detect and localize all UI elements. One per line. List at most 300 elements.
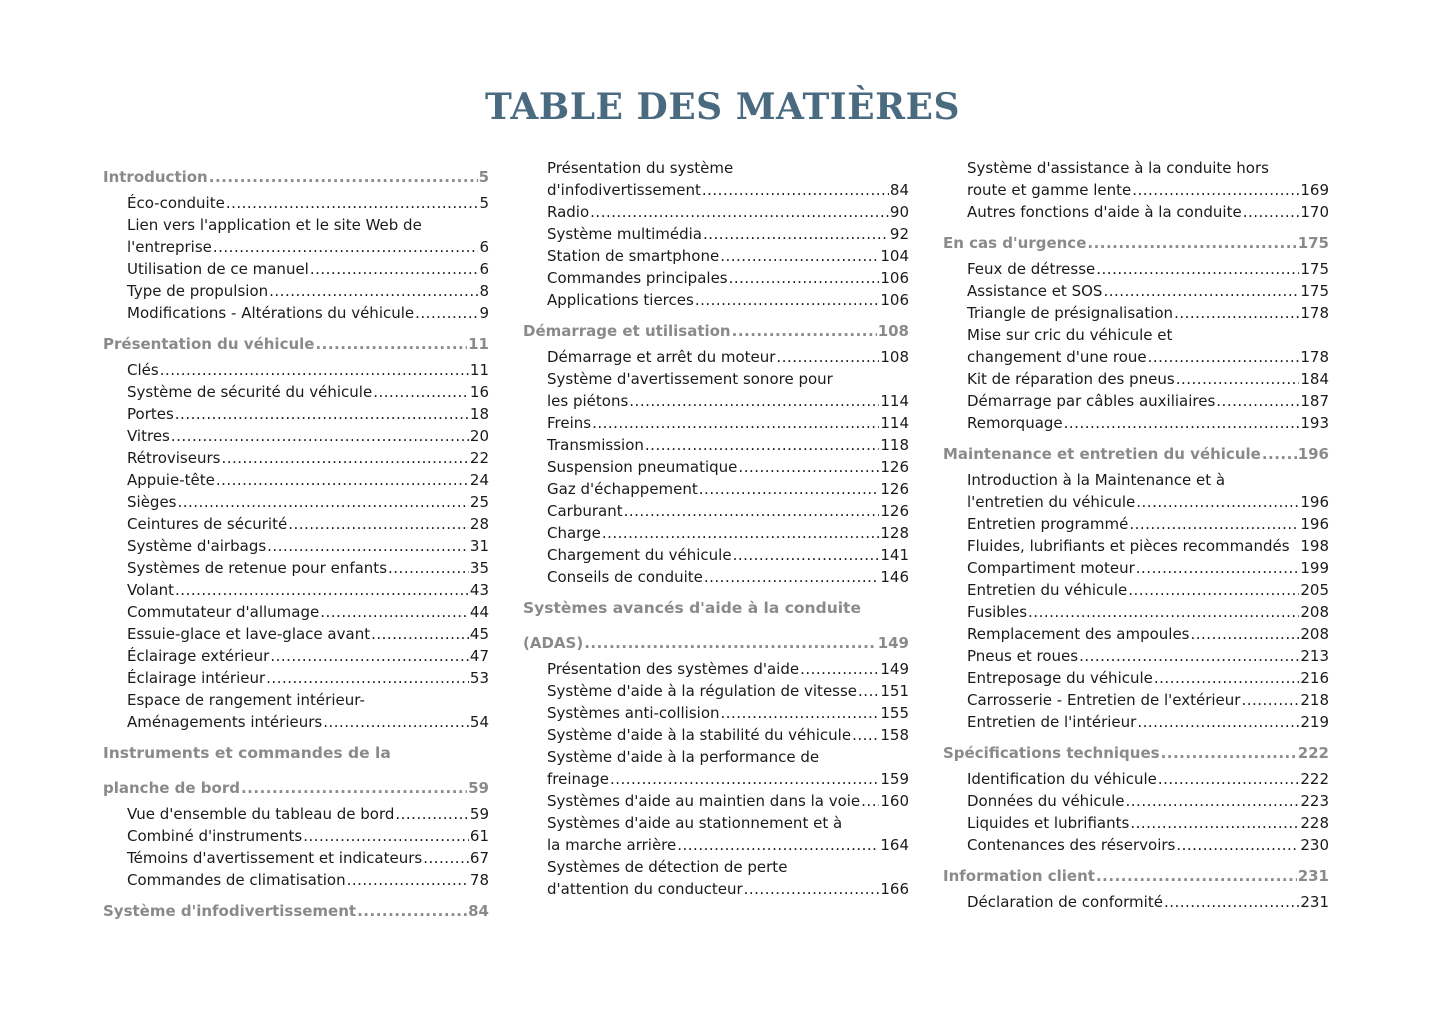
dot-leader	[699, 478, 880, 500]
toc-entry-systeme-d-aide-a-la-regulation-de-vitesse[interactable]	[523, 680, 909, 702]
toc-page-number: 126	[880, 502, 909, 520]
toc-entry-d-infodivertissement[interactable]	[523, 157, 909, 201]
toc-entry-row	[547, 834, 909, 856]
dot-leader	[175, 403, 469, 425]
dot-leader	[221, 447, 468, 469]
toc-entry-row	[127, 645, 489, 667]
dot-leader	[733, 544, 880, 566]
toc-entry-title: En cas d'urgence	[943, 234, 1087, 252]
toc-entry-row	[127, 425, 489, 447]
dot-leader	[702, 179, 889, 201]
toc-page-number: 175	[1300, 282, 1329, 300]
toc-entry-row	[127, 803, 489, 825]
toc-entry-suspension-pneumatique[interactable]	[523, 456, 909, 478]
toc-page-number: 128	[880, 524, 909, 542]
toc-page-number: 178	[1300, 348, 1329, 366]
toc-page-number: 35	[469, 559, 489, 577]
dot-leader	[347, 869, 469, 891]
page-title: TABLE DES MATIÈRES	[485, 86, 960, 128]
toc-entry-retroviseurs[interactable]	[103, 447, 489, 469]
toc-entry-title: Kit de réparation des pneus	[967, 370, 1175, 388]
toc-entry-demarrage-par-cables-auxiliaires[interactable]	[943, 390, 1329, 412]
toc-page-number: 141	[880, 546, 909, 564]
toc-entry-appuie-tete[interactable]	[103, 469, 489, 491]
toc-page-number: 6	[479, 260, 489, 278]
dot-leader	[415, 302, 478, 324]
toc-page-number: 84	[468, 902, 489, 920]
toc-page-number: 114	[880, 392, 909, 410]
toc-entry-la-marche-arriere[interactable]	[523, 812, 909, 856]
toc-entry-l-entreprise[interactable]	[103, 214, 489, 258]
toc-entry-demarrage-et-arret-du-moteur[interactable]	[523, 346, 909, 368]
dot-leader	[1132, 179, 1299, 201]
toc-entry-title: Triangle de présignalisation	[967, 304, 1174, 322]
toc-entry-chargement-du-vehicule[interactable]	[523, 544, 909, 566]
toc-entry-station-de-smartphone[interactable]	[523, 245, 909, 267]
toc-page-number: 196	[1300, 515, 1329, 533]
toc-page-number: 184	[1300, 370, 1329, 388]
toc-entry-title: Volant	[127, 581, 175, 599]
dot-leader	[677, 834, 879, 856]
toc-entry-row	[547, 566, 909, 588]
toc-page-number: 231	[1300, 893, 1329, 911]
toc-entry-title: Portes	[127, 405, 174, 423]
dot-leader	[216, 469, 469, 491]
toc-entry-title: Autres fonctions d'aide à la conduite	[967, 203, 1242, 221]
toc-entry-systeme-multimedia[interactable]	[523, 223, 909, 245]
toc-entry-title: Compartiment moteur	[967, 559, 1135, 577]
toc-page-number: 84	[889, 181, 909, 199]
toc-page-number: 78	[469, 871, 489, 889]
toc-section-specifications-techniques[interactable]	[943, 742, 1329, 764]
toc-entry-changement-d-une-roue[interactable]	[943, 324, 1329, 368]
toc-entry-triangle-de-presignalisation[interactable]	[943, 302, 1329, 324]
toc-entry-title: Pneus et roues	[967, 647, 1079, 665]
toc-entry-row	[967, 390, 1329, 412]
toc-entry-row	[127, 847, 489, 869]
toc-page-number: 126	[880, 480, 909, 498]
toc-entry-temoins-d-avertissement-et-indicateurs[interactable]	[103, 847, 489, 869]
toc-entry-title: Présentation des systèmes d'aide	[547, 660, 800, 678]
toc-entry-row	[943, 865, 1329, 887]
toc-entry-title: Systèmes anti-collision	[547, 704, 720, 722]
toc-entry-row	[547, 434, 909, 456]
toc-entry-commandes-principales[interactable]	[523, 267, 909, 289]
toc-entry-title: Radio	[547, 203, 590, 221]
toc-entry-title: Entretien de l'intérieur	[967, 713, 1137, 731]
toc-entry-row	[523, 320, 909, 342]
dot-leader	[357, 900, 467, 922]
toc-entry-assistance-et-sos[interactable]	[943, 280, 1329, 302]
dot-leader	[721, 702, 880, 724]
toc-page-number: 24	[469, 471, 489, 489]
toc-section-introduction[interactable]	[103, 166, 489, 188]
toc-entry-title: Appuie-tête	[127, 471, 215, 489]
toc-entry-autres-fonctions-d-aide-a-la-conduite[interactable]	[943, 201, 1329, 223]
toc-entry-row	[127, 258, 489, 280]
toc-entry-row	[967, 812, 1329, 834]
toc-entry-systeme-d-aide-a-la-stabilite-du-vehicule[interactable]	[523, 724, 909, 746]
toc-section-systeme-d-infodivertissement[interactable]	[103, 900, 489, 922]
toc-entry-sieges[interactable]	[103, 491, 489, 513]
dot-leader	[703, 223, 889, 245]
toc-column-left	[103, 157, 489, 926]
toc-entry-row	[547, 680, 909, 702]
toc-entry-row	[547, 522, 909, 544]
toc-entry-identification-du-vehicule[interactable]	[943, 768, 1329, 790]
toc-entry-title: Chargement du véhicule	[547, 546, 732, 564]
toc-entry-row	[103, 166, 489, 188]
toc-entry-title: Entreposage du véhicule	[967, 669, 1153, 687]
toc-entry-row	[547, 412, 909, 434]
dot-leader	[160, 359, 469, 381]
toc-entry-row	[967, 302, 1329, 324]
toc-entry-les-pietons[interactable]	[523, 368, 909, 412]
toc-entry-fluides-lubrifiants-et-pieces-recommandes[interactable]	[943, 535, 1329, 557]
toc-entry-row	[547, 724, 909, 746]
toc-entry-title: Fluides, lubrifiants et pièces recommandés	[967, 537, 1290, 555]
toc-entry-eclairage-interieur[interactable]	[103, 667, 489, 689]
toc-entry-vue-d-ensemble-du-tableau-de-bord[interactable]	[103, 803, 489, 825]
toc-section-demarrage-et-utilisation[interactable]	[523, 320, 909, 342]
toc-entry-title: Fusibles	[967, 603, 1028, 621]
toc-section-information-client[interactable]	[943, 865, 1329, 887]
toc-entry-carburant[interactable]	[523, 500, 909, 522]
toc-entry-title: Clés	[127, 361, 159, 379]
toc-entry-route-et-gamme-lente[interactable]	[943, 157, 1329, 201]
toc-entry-title: Système multimédia	[547, 225, 702, 243]
toc-entry-row	[127, 302, 489, 324]
toc-section-maintenance-et-entretien-du-vehicule[interactable]	[943, 443, 1329, 465]
dot-leader	[744, 878, 880, 900]
toc-page-number: 164	[880, 836, 909, 854]
toc-entry-title: Station de smartphone	[547, 247, 720, 265]
toc-entry-entretien-programme[interactable]	[943, 513, 1329, 535]
toc-entry-conseils-de-conduite[interactable]	[523, 566, 909, 588]
toc-page-number: 45	[469, 625, 489, 643]
dot-leader	[1129, 513, 1299, 535]
toc-entry-title: Applications tierces	[547, 291, 694, 309]
toc-page-number: 230	[1300, 836, 1329, 854]
toc-entry-line: Systèmes avancés d'aide à la conduite	[523, 599, 861, 617]
toc-entry-systemes-d-aide-au-maintien-dans-la-voie[interactable]	[523, 790, 909, 812]
toc-page-number: 104	[880, 247, 909, 265]
toc-entry-d-attention-du-conducteur[interactable]	[523, 856, 909, 900]
toc-entry-cles[interactable]	[103, 359, 489, 381]
dot-leader	[1191, 623, 1300, 645]
toc-entry-compartiment-moteur[interactable]	[943, 557, 1329, 579]
toc-entry-amenagements-interieurs[interactable]	[103, 689, 489, 733]
toc-page-number: 43	[469, 581, 489, 599]
toc-page-number: 193	[1300, 414, 1329, 432]
toc-entry-pneus-et-roues[interactable]	[943, 645, 1329, 667]
toc-entry-row	[127, 601, 489, 623]
toc-page-number: 9	[479, 304, 489, 322]
toc-entry-title: d'infodivertissement	[547, 181, 701, 199]
toc-entry-declaration-de-conformite[interactable]	[943, 891, 1329, 913]
dot-leader	[1176, 368, 1300, 390]
toc-section-planche-de-bord[interactable]	[103, 742, 489, 799]
dot-leader	[175, 579, 469, 601]
toc-entry-entretien-du-vehicule[interactable]	[943, 579, 1329, 601]
toc-entry-title: Sièges	[127, 493, 177, 511]
toc-entry-title: Maintenance et entretien du véhicule	[943, 445, 1261, 463]
toc-entry-title: Présentation du véhicule	[103, 335, 315, 353]
dot-leader	[388, 557, 469, 579]
dot-leader	[1079, 645, 1299, 667]
toc-entry-row	[943, 742, 1329, 764]
dot-leader	[590, 201, 889, 223]
dot-leader	[320, 601, 469, 623]
toc-page-number: 11	[468, 335, 489, 353]
toc-entry-title: freinage	[547, 770, 609, 788]
toc-entry-title: Gaz d'échappement	[547, 480, 698, 498]
toc-entry-liquides-et-lubrifiants[interactable]	[943, 812, 1329, 834]
toc-entry-row	[967, 368, 1329, 390]
toc-entry-title: Feux de détresse	[967, 260, 1096, 278]
toc-entry-systemes-anti-collision[interactable]	[523, 702, 909, 724]
toc-entry-freins[interactable]	[523, 412, 909, 434]
toc-entry-kit-de-reparation-des-pneus[interactable]	[943, 368, 1329, 390]
toc-entry-row	[127, 280, 489, 302]
dot-leader	[395, 803, 469, 825]
toc-entry-line: Introduction à la Maintenance et à	[967, 471, 1226, 489]
toc-entry-eco-conduite[interactable]	[103, 192, 489, 214]
toc-entry-donnees-du-vehicule[interactable]	[943, 790, 1329, 812]
dot-leader	[1164, 891, 1299, 913]
toc-entry-line: Système d'aide à la performance de	[547, 748, 820, 766]
toc-page-number: 196	[1300, 493, 1329, 511]
toc-column-middle	[523, 157, 909, 900]
toc-entry-row	[967, 711, 1329, 733]
toc-entry-row	[967, 179, 1329, 201]
toc-entry-remplacement-des-ampoules[interactable]	[943, 623, 1329, 645]
toc-entry-ceintures-de-securite[interactable]	[103, 513, 489, 535]
toc-page-number: 31	[469, 537, 489, 555]
dot-leader	[1103, 280, 1299, 302]
dot-leader	[1064, 412, 1300, 434]
toc-entry-row	[967, 579, 1329, 601]
toc-entry-row	[127, 513, 489, 535]
dot-leader	[371, 623, 469, 645]
toc-page-number: 223	[1300, 792, 1329, 810]
toc-entry-entreposage-du-vehicule[interactable]	[943, 667, 1329, 689]
toc-entry-l-entretien-du-vehicule[interactable]	[943, 469, 1329, 513]
toc-entry-charge[interactable]	[523, 522, 909, 544]
toc-section-presentation-du-vehicule[interactable]	[103, 333, 489, 355]
toc-page-number: 6	[479, 238, 489, 256]
toc-entry-title: Carrosserie - Entretien de l'extérieur	[967, 691, 1241, 709]
toc-page-number: 67	[469, 849, 489, 867]
toc-entry-row	[967, 201, 1329, 223]
toc-entry-type-de-propulsion[interactable]	[103, 280, 489, 302]
toc-entry-row	[943, 232, 1329, 254]
toc-entry-title: Vitres	[127, 427, 170, 445]
dot-leader	[310, 258, 479, 280]
toc-entry-row	[967, 412, 1329, 434]
toc-page-number: 219	[1300, 713, 1329, 731]
toc-entry-row	[967, 280, 1329, 302]
dot-leader	[602, 522, 880, 544]
toc-entry-title: les piétons	[547, 392, 629, 410]
toc-entry-title: Entretien du véhicule	[967, 581, 1128, 599]
toc-entry-freinage[interactable]	[523, 746, 909, 790]
toc-entry-systemes-de-retenue-pour-enfants[interactable]	[103, 557, 489, 579]
toc-page-number: 18	[469, 405, 489, 423]
toc-entry-title: Système d'aide à la stabilité du véhicule	[547, 726, 852, 744]
toc-entry-row	[547, 346, 909, 368]
toc-entry-row	[967, 513, 1329, 535]
toc-page-number: 5	[479, 194, 489, 212]
toc-entry-row	[967, 557, 1329, 579]
toc-entry-remorquage[interactable]	[943, 412, 1329, 434]
dot-leader	[1128, 579, 1299, 601]
toc-entry-row	[967, 645, 1329, 667]
dot-leader	[584, 632, 877, 654]
toc-entry-title: Combiné d'instruments	[127, 827, 303, 845]
toc-entry-title: Remorquage	[967, 414, 1063, 432]
toc-entry-title: Éclairage intérieur	[127, 669, 266, 687]
toc-entry-row	[127, 667, 489, 689]
toc-section-adas[interactable]	[523, 597, 909, 654]
toc-page-number: 208	[1300, 603, 1329, 621]
dot-leader	[267, 535, 469, 557]
toc-entry-row	[127, 469, 489, 491]
dot-leader	[1154, 667, 1299, 689]
toc-entry-title: Aménagements intérieurs	[127, 713, 323, 731]
toc-entry-row	[967, 768, 1329, 790]
dot-leader	[171, 425, 469, 447]
toc-entry-row	[547, 390, 909, 412]
toc-page-number: 22	[469, 449, 489, 467]
toc-entry-row	[967, 790, 1329, 812]
toc-entry-commutateur-d-allumage[interactable]	[103, 601, 489, 623]
toc-entry-row	[547, 456, 909, 478]
toc-entry-title: Déclaration de conformité	[967, 893, 1163, 911]
toc-entry-title: Assistance et SOS	[967, 282, 1103, 300]
toc-entry-contenances-des-reservoirs[interactable]	[943, 834, 1329, 856]
toc-entry-row	[547, 878, 909, 900]
toc-entry-essuie-glace-et-lave-glace-avant[interactable]	[103, 623, 489, 645]
toc-page-number: 187	[1300, 392, 1329, 410]
toc-entry-utilisation-de-ce-manuel[interactable]	[103, 258, 489, 280]
toc-page-number: 228	[1300, 814, 1329, 832]
toc-entry-title: Remplacement des ampoules	[967, 625, 1190, 643]
toc-entry-row	[547, 223, 909, 245]
toc-entry-row	[967, 623, 1329, 645]
toc-entry-title: Démarrage par câbles auxiliaires	[967, 392, 1216, 410]
toc-page-number: 216	[1300, 669, 1329, 687]
toc-entry-fusibles[interactable]	[943, 601, 1329, 623]
toc-entry-eclairage-exterieur[interactable]	[103, 645, 489, 667]
toc-page-number: 54	[469, 713, 489, 731]
toc-entry-row	[127, 192, 489, 214]
toc-entry-row	[547, 179, 909, 201]
toc-entry-row	[127, 869, 489, 891]
toc-entry-volant[interactable]	[103, 579, 489, 601]
toc-entry-carrosserie-entretien-de-l-exterieur[interactable]	[943, 689, 1329, 711]
dot-leader	[1126, 790, 1300, 812]
toc-entry-commandes-de-climatisation[interactable]	[103, 869, 489, 891]
toc-entry-title: Ceintures de sécurité	[127, 515, 288, 533]
toc-page-number: 175	[1297, 234, 1329, 252]
toc-page-number: 44	[469, 603, 489, 621]
toc-entry-title: Spécifications techniques	[943, 744, 1160, 762]
dot-leader	[1096, 258, 1299, 280]
toc-entry-row	[967, 834, 1329, 856]
dot-leader	[592, 412, 879, 434]
toc-page-number: 114	[880, 414, 909, 432]
toc-entry-row	[547, 245, 909, 267]
toc-entry-applications-tierces[interactable]	[523, 289, 909, 311]
toc-page-number: 149	[880, 660, 909, 678]
toc-entry-vitres[interactable]	[103, 425, 489, 447]
toc-section-en-cas-d-urgence[interactable]	[943, 232, 1329, 254]
toc-page-number: 178	[1300, 304, 1329, 322]
dot-leader	[861, 790, 879, 812]
dot-leader	[1216, 390, 1299, 412]
toc-entry-presentation-des-systemes-d-aide[interactable]	[523, 658, 909, 680]
toc-entry-title: Systèmes de retenue pour enfants	[127, 559, 388, 577]
toc-entry-row	[127, 447, 489, 469]
toc-entry-row	[127, 381, 489, 403]
toc-entry-title: Modifications - Altérations du véhicule	[127, 304, 415, 322]
toc-entry-portes[interactable]	[103, 403, 489, 425]
toc-entry-title: planche de bord	[103, 779, 240, 797]
toc-entry-row	[943, 443, 1329, 465]
toc-entry-systeme-d-airbags[interactable]	[103, 535, 489, 557]
toc-entry-row	[127, 535, 489, 557]
dot-leader	[1158, 768, 1300, 790]
dot-leader	[624, 500, 880, 522]
toc-entry-title: Carburant	[547, 502, 623, 520]
toc-entry-entretien-de-l-interieur[interactable]	[943, 711, 1329, 733]
toc-page-number: 126	[880, 458, 909, 476]
toc-entry-title: l'entreprise	[127, 238, 212, 256]
dot-leader	[266, 667, 469, 689]
dot-leader	[1243, 201, 1300, 223]
dot-leader	[1136, 491, 1299, 513]
toc-entry-feux-de-detresse[interactable]	[943, 258, 1329, 280]
toc-entry-row	[967, 491, 1329, 513]
toc-entry-gaz-d-echappement[interactable]	[523, 478, 909, 500]
toc-column-right	[943, 157, 1329, 913]
toc-entry-row	[547, 544, 909, 566]
toc-entry-title: Commandes principales	[547, 269, 728, 287]
toc-entry-systeme-de-securite-du-vehicule[interactable]	[103, 381, 489, 403]
toc-page-number: 169	[1300, 181, 1329, 199]
dot-leader	[858, 680, 879, 702]
dot-leader	[1161, 742, 1297, 764]
toc-entry-row	[547, 790, 909, 812]
toc-page-number: 108	[880, 348, 909, 366]
toc-entry-transmission[interactable]	[523, 434, 909, 456]
toc-entry-row	[103, 333, 489, 355]
toc-entry-modifications-alterations-du-vehicule[interactable]	[103, 302, 489, 324]
toc-entry-title: route et gamme lente	[967, 181, 1132, 199]
toc-entry-row	[127, 236, 489, 258]
toc-entry-radio[interactable]	[523, 201, 909, 223]
dot-leader	[629, 390, 879, 412]
toc-page-number: 61	[469, 827, 489, 845]
dot-leader	[323, 711, 469, 733]
toc-entry-combine-d-instruments[interactable]	[103, 825, 489, 847]
toc-entry-title: Information client	[943, 867, 1095, 885]
toc-entry-title: Liquides et lubrifiants	[967, 814, 1130, 832]
toc-entry-title: Charge	[547, 524, 601, 542]
toc-entry-title: Type de propulsion	[127, 282, 269, 300]
toc-entry-title: Témoins d'avertissement et indicateurs	[127, 849, 423, 867]
